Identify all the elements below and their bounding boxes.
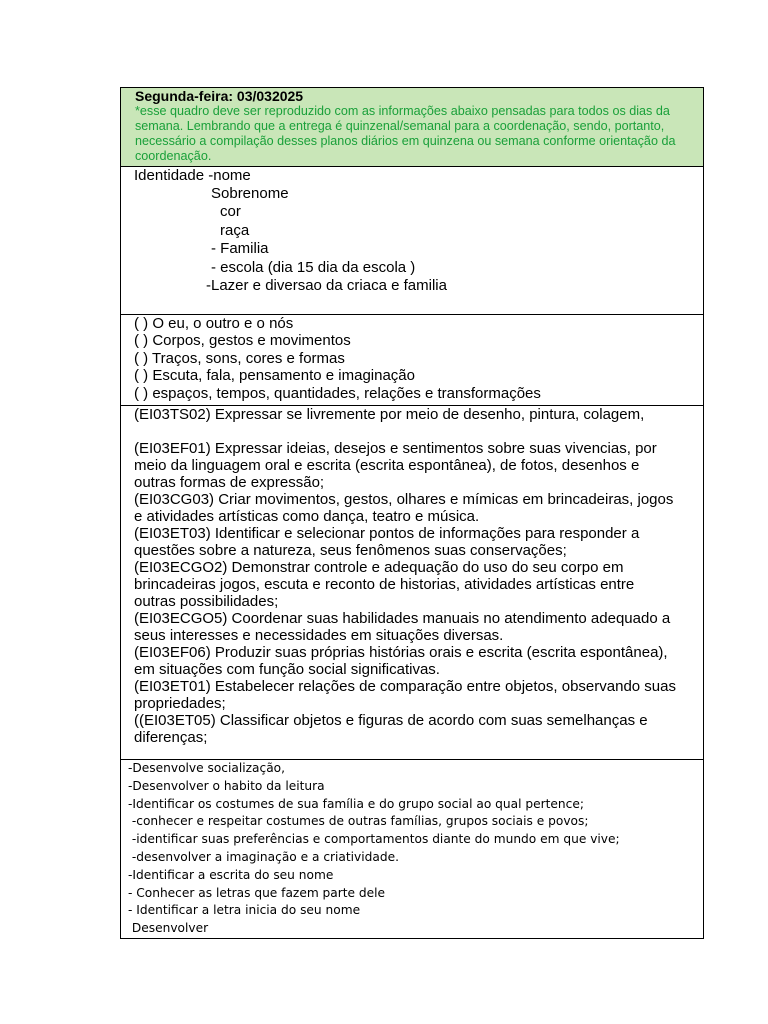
- objective-item: (EI03ET03) Identificar e selecionar pontos de informações para responder a questões sobre a natureza, seus fenômenos suas conservações;: [134, 525, 640, 559]
- header-title: Segunda-feira: 03/032025: [135, 88, 304, 104]
- goal-line: -Identificar a escrita do seu nome: [128, 867, 334, 882]
- header-cell: [121, 88, 703, 167]
- goal-line: -Identificar os costumes de sua família e do grupo social ao qual pertence;: [128, 796, 584, 811]
- identity-line: Identidade -nome: [134, 167, 251, 184]
- field-option: ( ) Traços, sons, cores e formas: [134, 349, 345, 367]
- objective-item: (EI03EF01) Expressar ideias, desejos e sentimentos sobre suas vivencias, por meio da linguagem oral e escrita (escrita espontânea), de fotos, desenhos e outras formas de expressão;: [134, 440, 657, 491]
- objective-item: (EI03ECGO2) Demonstrar controle e adequação do uso do seu corpo em brincadeiras jogos, escuta e reconto de historias, atividades artísticas entre outras possibilidades;: [134, 559, 635, 610]
- identity-line: raça: [220, 222, 250, 239]
- objective-item: (EI03TS02) Expressar se livremente por meio de desenho, pintura, colagem,: [134, 406, 645, 423]
- goal-line: - Identificar a letra inicia do seu nome: [128, 903, 361, 918]
- plan-table: [120, 87, 704, 939]
- goal-line: -identificar suas preferências e comportamentos diante do mundo em que vive;: [128, 832, 620, 847]
- field-option: ( ) Corpos, gestos e movimentos: [134, 332, 351, 350]
- identity-line: Sobrenome: [211, 185, 289, 202]
- identity-line: - escola (dia 15 dia da escola ): [211, 259, 416, 276]
- goal-line: - Conhecer as letras que fazem parte dele: [128, 885, 386, 900]
- objective-spacer: [134, 423, 677, 440]
- objectives-cell: [121, 406, 703, 760]
- identity-line: -Lazer e diversao da criaca e familia: [206, 277, 447, 294]
- objective-item: ((EI03ET05) Classificar objetos e figuras de acordo com suas semelhanças e diferenças;: [134, 712, 648, 746]
- identity-cell: [121, 167, 703, 315]
- goal-line: Desenvolver: [128, 921, 209, 936]
- identity-line: - Familia: [211, 240, 269, 257]
- objective-item: (EI03EF06) Produzir suas próprias histórias orais e escrita (escrita espontânea), em situações com função social significativas.: [134, 644, 668, 678]
- field-option: ( ) O eu, o outro e o nós: [134, 315, 294, 332]
- experience-fields-cell: [121, 315, 703, 406]
- goal-line: -Desenvolve socialização,: [128, 761, 285, 775]
- goal-line: -Desenvolver o habito da leitura: [128, 778, 325, 793]
- objective-item: (EI03CG03) Criar movimentos, gestos, olhares e mímicas em brincadeiras, jogos e atividades artísticas como dança, teatro e música.: [134, 491, 674, 525]
- objective-item: (EI03ECGO5) Coordenar suas habilidades manuais no atendimento adequado a seus interesses e necessidades em situações diversas.: [134, 610, 671, 644]
- header-note: *esse quadro deve ser reproduzido com as informações abaixo pensadas para todos os dias da semana. Lembrando que a entrega é quinzenal/semanal para a coordenação, sendo, portanto, necessário a compilação desses planos diários em quinzena ou semana conforme orientação da coordenação.: [135, 104, 676, 163]
- goal-line: -desenvolver a imaginação e a criatividade.: [128, 849, 399, 864]
- goal-line: -conhecer e respeitar costumes de outras famílias, grupos sociais e povos;: [128, 814, 589, 829]
- field-option: ( ) Escuta, fala, pensamento e imaginação: [134, 367, 415, 385]
- goals-cell: [121, 760, 703, 938]
- field-option: ( ) espaços, tempos, quantidades, relações e transformações: [134, 384, 541, 402]
- objective-item: (EI03ET01) Estabelecer relações de comparação entre objetos, observando suas propriedades;: [134, 678, 676, 712]
- identity-line: cor: [220, 203, 241, 220]
